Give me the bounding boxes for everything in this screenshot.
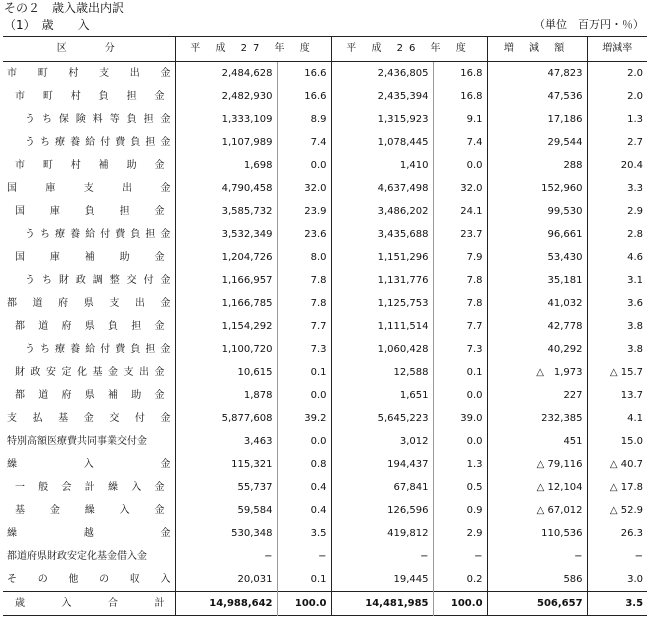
row-label bbox=[3, 522, 175, 545]
table-row bbox=[3, 269, 647, 292]
fy26-share: − bbox=[433, 545, 487, 568]
change-rate: △ 40.7 bbox=[609, 459, 644, 470]
table-row bbox=[3, 131, 647, 154]
fy26-amount: 2,436,805 bbox=[331, 62, 433, 86]
fy26-share: 9.1 bbox=[433, 108, 487, 131]
fy26-share: 0.0 bbox=[433, 430, 487, 453]
change-amount: 506,657 bbox=[487, 592, 587, 616]
fy27-share: 0.0 bbox=[277, 384, 331, 407]
fy26-share: 7.3 bbox=[433, 338, 487, 361]
header-row bbox=[3, 37, 647, 62]
row-label bbox=[3, 545, 175, 568]
fy27-amount: 1,166,785 bbox=[175, 292, 277, 315]
row-label-text: う ち 療 養 給 付 費 負 担 金 bbox=[25, 137, 171, 148]
header-category: 区 分 bbox=[3, 37, 175, 62]
fy26-amount: 194,437 bbox=[331, 453, 433, 476]
row-label bbox=[3, 62, 175, 86]
fy26-share: 7.8 bbox=[433, 269, 487, 292]
row-label bbox=[3, 499, 175, 522]
row-label-text: 国 庫 補 助 金 bbox=[15, 252, 165, 263]
fy26-amount: 1,078,445 bbox=[331, 131, 433, 154]
fy26-amount: 1,410 bbox=[331, 154, 433, 177]
fy27-amount: 1,204,726 bbox=[175, 246, 277, 269]
section-heading: その２ 歳入歳出内訳 bbox=[4, 1, 125, 15]
fy27-share: 16.6 bbox=[277, 85, 331, 108]
change-rate: 15.0 bbox=[620, 436, 644, 447]
change-rate: 2.9 bbox=[627, 206, 644, 217]
table-row bbox=[3, 246, 647, 269]
change-rate: 3.8 bbox=[627, 321, 644, 332]
change-rate: 1.3 bbox=[627, 114, 644, 125]
fy26-amount: 19,445 bbox=[331, 568, 433, 592]
row-label bbox=[3, 200, 175, 223]
row-label bbox=[3, 338, 175, 361]
row-label-text: 歳 入 合 計 bbox=[15, 598, 165, 609]
change-amount: 42,778 bbox=[487, 315, 587, 338]
row-label-text: う ち 療 養 給 付 費 負 担 金 bbox=[25, 344, 171, 355]
change-rate: 26.3 bbox=[620, 528, 644, 539]
change-amount: 152,960 bbox=[487, 177, 587, 200]
fy27-amount: 14,988,642 bbox=[175, 592, 277, 616]
row-label-text: そ の 他 の 収 入 bbox=[7, 574, 171, 585]
change-amount: 47,536 bbox=[487, 85, 587, 108]
fy26-share: 100.0 bbox=[433, 592, 487, 616]
change-rate: 20.4 bbox=[620, 160, 644, 171]
unit-note: （単位 百万円・％） bbox=[534, 18, 644, 31]
fy27-share: 32.0 bbox=[277, 177, 331, 200]
change-amount: − bbox=[487, 545, 587, 568]
fy27-share: 0.8 bbox=[277, 453, 331, 476]
change-rate: − bbox=[634, 551, 644, 562]
fy27-amount: 4,790,458 bbox=[175, 177, 277, 200]
fy26-share: 16.8 bbox=[433, 85, 487, 108]
change-amount: 17,186 bbox=[487, 108, 587, 131]
header-fy27: 平 成 27 年 度 bbox=[175, 37, 331, 62]
change-amount: 586 bbox=[487, 568, 587, 592]
fy27-share: 7.7 bbox=[277, 315, 331, 338]
fy27-share: 16.6 bbox=[277, 62, 331, 86]
change-amount: 41,032 bbox=[487, 292, 587, 315]
table-row bbox=[3, 338, 647, 361]
change-rate: 3.8 bbox=[627, 344, 644, 355]
revenue-table bbox=[3, 36, 647, 616]
change-rate: 3.1 bbox=[627, 275, 644, 286]
fy27-share: 3.5 bbox=[277, 522, 331, 545]
table-body bbox=[3, 62, 647, 616]
row-label bbox=[3, 269, 175, 292]
row-label-text: 財 政 安 定 化 基 金 支 出 金 bbox=[15, 367, 165, 378]
row-label bbox=[3, 131, 175, 154]
fy27-amount: 10,615 bbox=[175, 361, 277, 384]
row-label bbox=[3, 361, 175, 384]
change-rate: 2.0 bbox=[627, 91, 644, 102]
table-row bbox=[3, 499, 647, 522]
change-amount: △ 12,104 bbox=[487, 476, 587, 499]
fy27-share: 0.0 bbox=[277, 154, 331, 177]
table-row bbox=[3, 453, 647, 476]
change-rate: 2.0 bbox=[627, 68, 644, 79]
fy27-share: 39.2 bbox=[277, 407, 331, 430]
fy26-amount: 1,111,514 bbox=[331, 315, 433, 338]
change-rate: 4.6 bbox=[627, 252, 644, 263]
change-amount: △ 79,116 bbox=[487, 453, 587, 476]
fy27-amount: 115,321 bbox=[175, 453, 277, 476]
fy27-amount: 1,333,109 bbox=[175, 108, 277, 131]
change-amount: 53,430 bbox=[487, 246, 587, 269]
fy26-share: 0.0 bbox=[433, 384, 487, 407]
fy27-share: 7.3 bbox=[277, 338, 331, 361]
table-row bbox=[3, 315, 647, 338]
table-row bbox=[3, 545, 647, 568]
row-label-text: 国 庫 負 担 金 bbox=[15, 206, 165, 217]
fy27-share: 23.9 bbox=[277, 200, 331, 223]
table-row bbox=[3, 384, 647, 407]
row-label bbox=[3, 108, 175, 131]
change-rate: 3.3 bbox=[627, 183, 644, 194]
table-row bbox=[3, 62, 647, 86]
row-label bbox=[3, 384, 175, 407]
fy26-share: 0.1 bbox=[433, 361, 487, 384]
fy27-amount: 1,154,292 bbox=[175, 315, 277, 338]
row-label bbox=[3, 223, 175, 246]
row-label-text: 都 道 府 県 支 出 金 bbox=[7, 298, 171, 309]
change-rate: 3.0 bbox=[627, 574, 644, 585]
row-label-text: 市 町 村 支 出 金 bbox=[7, 68, 171, 79]
fy27-amount: 3,532,349 bbox=[175, 223, 277, 246]
fy26-amount: 1,315,923 bbox=[331, 108, 433, 131]
table-row bbox=[3, 476, 647, 499]
fy27-amount: 5,877,608 bbox=[175, 407, 277, 430]
fy26-amount: 419,812 bbox=[331, 522, 433, 545]
fy27-share: − bbox=[277, 545, 331, 568]
row-label-text: う ち 財 政 調 整 交 付 金 bbox=[25, 275, 171, 286]
fy26-amount: 5,645,223 bbox=[331, 407, 433, 430]
row-label-text: 繰 越 金 bbox=[7, 528, 171, 539]
row-label bbox=[3, 154, 175, 177]
fy26-amount: 1,125,753 bbox=[331, 292, 433, 315]
row-label-text: う ち 療 養 給 付 費 負 担 金 bbox=[25, 229, 171, 240]
change-rate: △ 17.8 bbox=[609, 482, 644, 493]
fy26-share: 7.8 bbox=[433, 292, 487, 315]
change-rate: △ 52.9 bbox=[609, 505, 644, 516]
fy27-share: 23.6 bbox=[277, 223, 331, 246]
row-label bbox=[3, 246, 175, 269]
fy26-share: 32.0 bbox=[433, 177, 487, 200]
fy27-share: 8.0 bbox=[277, 246, 331, 269]
fy27-share: 8.9 bbox=[277, 108, 331, 131]
table-row bbox=[3, 430, 647, 453]
change-amount: △ 1,973 bbox=[487, 361, 587, 384]
table-row bbox=[3, 361, 647, 384]
fy27-share: 100.0 bbox=[277, 592, 331, 616]
change-rate: △ 15.7 bbox=[609, 367, 644, 378]
table-row bbox=[3, 407, 647, 430]
change-amount: △ 67,012 bbox=[487, 499, 587, 522]
fy26-share: 0.0 bbox=[433, 154, 487, 177]
fy26-share: 39.0 bbox=[433, 407, 487, 430]
row-label-text: う ち 保 険 料 等 負 担 金 bbox=[25, 114, 171, 125]
fy27-amount: 59,584 bbox=[175, 499, 277, 522]
change-amount: 451 bbox=[487, 430, 587, 453]
fy26-share: 23.7 bbox=[433, 223, 487, 246]
fy27-amount: 20,031 bbox=[175, 568, 277, 592]
fy27-share: 0.0 bbox=[277, 430, 331, 453]
change-amount: 232,385 bbox=[487, 407, 587, 430]
change-rate: 2.7 bbox=[627, 137, 644, 148]
row-label-text: 市 町 村 負 担 金 bbox=[15, 91, 165, 102]
fy26-amount: 12,588 bbox=[331, 361, 433, 384]
change-amount: 288 bbox=[487, 154, 587, 177]
fy26-share: 0.2 bbox=[433, 568, 487, 592]
change-amount: 47,823 bbox=[487, 62, 587, 86]
header-change: 増 減 額 bbox=[487, 37, 587, 62]
subsection-heading: （1） 歳 入 bbox=[4, 18, 90, 32]
row-label-text: 都 道 府 県 負 担 金 bbox=[15, 321, 165, 332]
row-label-text: 繰 入 金 bbox=[7, 459, 171, 470]
fy26-amount: 4,637,498 bbox=[331, 177, 433, 200]
change-amount: 40,292 bbox=[487, 338, 587, 361]
fy27-share: 0.4 bbox=[277, 476, 331, 499]
change-amount: 29,544 bbox=[487, 131, 587, 154]
fy27-amount: 1,878 bbox=[175, 384, 277, 407]
fy27-amount: 2,484,628 bbox=[175, 62, 277, 86]
row-label-text: 特別高額医療費共同事業交付金 bbox=[7, 436, 147, 447]
table-row bbox=[3, 522, 647, 545]
fy26-share: 7.7 bbox=[433, 315, 487, 338]
row-label bbox=[3, 315, 175, 338]
fy26-share: 1.3 bbox=[433, 453, 487, 476]
change-amount: 96,661 bbox=[487, 223, 587, 246]
total-row bbox=[3, 592, 647, 616]
fy26-share: 7.4 bbox=[433, 131, 487, 154]
fy26-share: 7.9 bbox=[433, 246, 487, 269]
change-rate: 3.6 bbox=[627, 298, 644, 309]
change-rate: 4.1 bbox=[627, 413, 644, 424]
fy27-share: 0.1 bbox=[277, 361, 331, 384]
fy26-share: 24.1 bbox=[433, 200, 487, 223]
fy26-amount: 3,486,202 bbox=[331, 200, 433, 223]
fy27-amount: 1,107,989 bbox=[175, 131, 277, 154]
change-rate: 2.8 bbox=[627, 229, 644, 240]
row-label-text: 支 払 基 金 交 付 金 bbox=[7, 413, 171, 424]
change-amount: 110,536 bbox=[487, 522, 587, 545]
header-fy26: 平 成 26 年 度 bbox=[331, 37, 487, 62]
fy26-amount: 3,012 bbox=[331, 430, 433, 453]
table-row bbox=[3, 85, 647, 108]
fy27-amount: 1,166,957 bbox=[175, 269, 277, 292]
row-label-text: 市 町 村 補 助 金 bbox=[15, 160, 165, 171]
table-row bbox=[3, 223, 647, 246]
fy26-amount: 126,596 bbox=[331, 499, 433, 522]
fy26-share: 0.5 bbox=[433, 476, 487, 499]
fy26-amount: 1,131,776 bbox=[331, 269, 433, 292]
fy26-amount: 3,435,688 bbox=[331, 223, 433, 246]
fy27-amount: 55,737 bbox=[175, 476, 277, 499]
row-label bbox=[3, 592, 175, 616]
fy26-amount: 67,841 bbox=[331, 476, 433, 499]
table-row bbox=[3, 154, 647, 177]
change-amount: 35,181 bbox=[487, 269, 587, 292]
fy27-amount: 3,585,732 bbox=[175, 200, 277, 223]
fy27-amount: 1,698 bbox=[175, 154, 277, 177]
row-label-text: 一 般 会 計 繰 入 金 bbox=[15, 482, 165, 493]
fy27-amount: − bbox=[175, 545, 277, 568]
fy26-amount: 14,481,985 bbox=[331, 592, 433, 616]
row-label bbox=[3, 453, 175, 476]
fy26-amount: 1,651 bbox=[331, 384, 433, 407]
row-label bbox=[3, 407, 175, 430]
row-label-text: 都道府県財政安定化基金借入金 bbox=[7, 551, 147, 562]
table-row bbox=[3, 292, 647, 315]
header-rate: 増減率 bbox=[587, 37, 647, 62]
table-row bbox=[3, 108, 647, 131]
change-rate: 3.5 bbox=[587, 592, 647, 616]
fy27-amount: 530,348 bbox=[175, 522, 277, 545]
fy27-share: 7.4 bbox=[277, 131, 331, 154]
table-row bbox=[3, 568, 647, 592]
row-label-text: 基 金 繰 入 金 bbox=[15, 505, 165, 516]
fy26-share: 0.9 bbox=[433, 499, 487, 522]
fy26-amount: − bbox=[331, 545, 433, 568]
fy27-share: 7.8 bbox=[277, 269, 331, 292]
row-label bbox=[3, 177, 175, 200]
change-amount: 99,530 bbox=[487, 200, 587, 223]
table-row bbox=[3, 200, 647, 223]
fy26-amount: 1,060,428 bbox=[331, 338, 433, 361]
row-label bbox=[3, 430, 175, 453]
fy26-share: 16.8 bbox=[433, 62, 487, 86]
row-label bbox=[3, 292, 175, 315]
fy26-amount: 1,151,296 bbox=[331, 246, 433, 269]
fy27-share: 7.8 bbox=[277, 292, 331, 315]
fy26-amount: 2,435,394 bbox=[331, 85, 433, 108]
change-rate: 13.7 bbox=[620, 390, 644, 401]
row-label-text: 国 庫 支 出 金 bbox=[7, 183, 171, 194]
change-amount: 227 bbox=[487, 384, 587, 407]
fy27-share: 0.1 bbox=[277, 568, 331, 592]
fy27-amount: 1,100,720 bbox=[175, 338, 277, 361]
fy27-amount: 2,482,930 bbox=[175, 85, 277, 108]
row-label bbox=[3, 568, 175, 592]
fy27-share: 0.4 bbox=[277, 499, 331, 522]
fy26-share: 2.9 bbox=[433, 522, 487, 545]
row-label-text: 都 道 府 県 補 助 金 bbox=[15, 390, 165, 401]
fy27-amount: 3,463 bbox=[175, 430, 277, 453]
row-label bbox=[3, 85, 175, 108]
table-row bbox=[3, 177, 647, 200]
row-label bbox=[3, 476, 175, 499]
